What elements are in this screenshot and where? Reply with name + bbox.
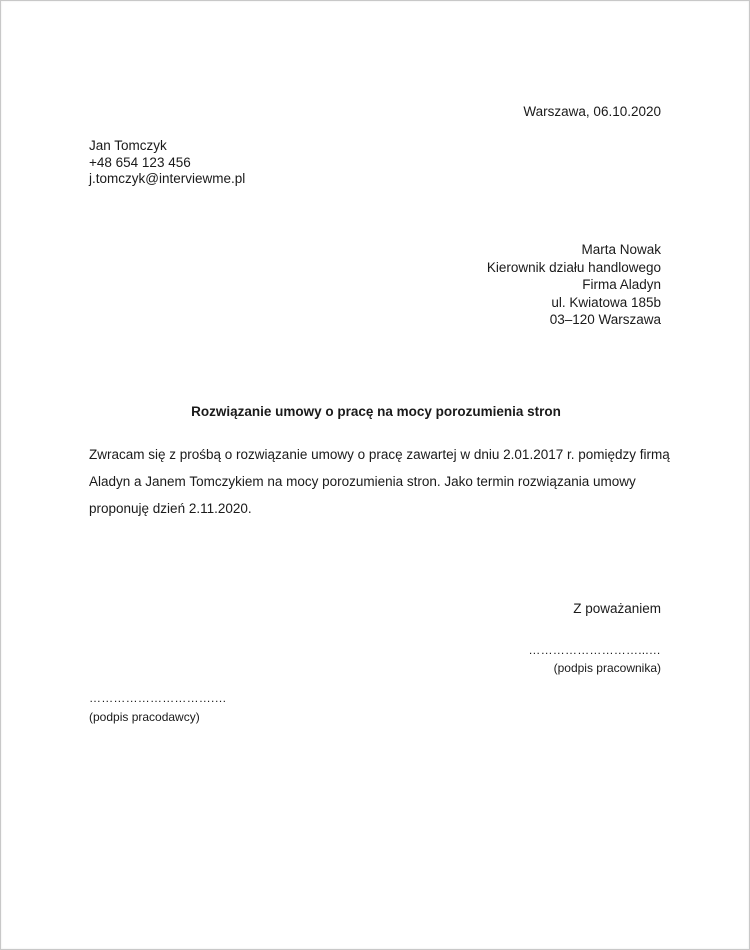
letter-closing: Z poważaniem <box>573 601 661 616</box>
recipient-city: 03–120 Warszawa <box>549 312 661 327</box>
employee-signature-block <box>528 641 661 677</box>
letter-subject: Rozwiązanie umowy o pracę na mocy porozumienia stron <box>191 404 561 419</box>
recipient-block <box>487 241 661 329</box>
employer-signature-label: (podpis pracodawcy) <box>89 710 200 724</box>
employee-signature-line: ………………………...… <box>528 643 661 657</box>
sender-email: j.tomczyk@interviewme.pl <box>89 171 246 186</box>
employer-signature-line: ………………………….… <box>89 691 227 705</box>
sender-name: Jan Tomczyk <box>89 138 167 153</box>
letter-date: Warszawa, 06.10.2020 <box>523 104 661 119</box>
employee-signature-label: (podpis pracownika) <box>553 661 661 675</box>
recipient-street: ul. Kwiatowa 185b <box>551 294 661 310</box>
recipient-name: Marta Nowak <box>581 242 661 257</box>
letter-body: Zwracam się z prośbą o rozwiązanie umowy o pracę zawartej w dniu 2.01.2017 r. pomiędzy firmą Aladyn a Janem Tomczykiem na mocy porozumienia stron. Jako termin rozwiązania umowy proponuję dzień 2.11.2020. <box>89 447 670 516</box>
recipient-company: Firma Aladyn <box>582 277 661 292</box>
recipient-position: Kierownik działu handlowego <box>486 259 661 275</box>
sender-phone: +48 654 123 456 <box>89 154 191 170</box>
employer-signature-block <box>89 689 227 727</box>
sender-block <box>89 138 245 188</box>
